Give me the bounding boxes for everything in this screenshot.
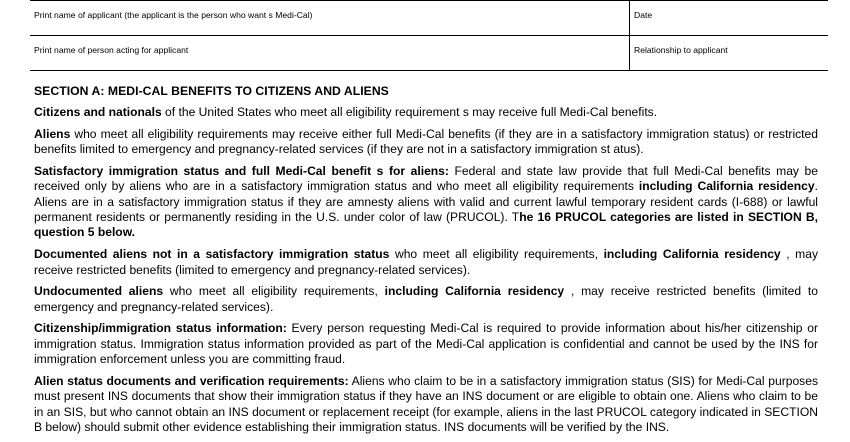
date-label: Date	[634, 10, 653, 20]
section-a	[34, 84, 818, 442]
paragraph-satisfactory-status	[34, 164, 818, 241]
acting-person-row	[30, 36, 828, 71]
paragraph-text: Aliens who claim to be in a satisfactory immigration status (SIS) for Medi-Cal purposes must present INS documents that show their immigration status if they have an INS document or are eligible to obtain one. Aliens who claim to be in an SIS, but who cannot obtain an INS document or replacement receipt (for example, aliens in the last PRUCOL category indicated in SECTION B below) should submit other evidence establishing their immigration status. INS documents will be verified by the INS.	[34, 373, 818, 435]
paragraph-emphasis: he 16 PRUCOL categories are listed in SECTION B, question 5 below.	[34, 210, 818, 240]
paragraph-heading: Satisfactory immigration status and full Medi-Cal benefit s for aliens:	[34, 163, 449, 178]
paragraph-citizens	[34, 105, 818, 120]
relationship-label: Relationship to applicant	[634, 45, 728, 55]
paragraph-verification	[34, 374, 818, 436]
paragraph-text: who meet all eligibility requirements may receive either full Medi-Cal benefits (if they are in a satisfactory immigration status) or restricted benefits limited to emergency and pregnancy-related services (if they are not in a satisfactory immigration st atus).	[34, 126, 818, 157]
applicant-name-row	[30, 0, 828, 36]
paragraph-text: Every person requesting Medi-Cal is required to provide information about his/her citizenship or immigration status. Immigration status information provided as part of the Medi-Cal application is confidential and cannot be used by the INS for immigration enforcement unless you are committing fraud.	[34, 321, 819, 367]
paragraph-text: of the United States who meet all eligibility requirement s may receive full Medi-Cal benefits.	[161, 105, 658, 119]
field-divider	[629, 1, 630, 35]
paragraph-heading: Alien status documents and verification requirements:	[34, 373, 349, 388]
paragraph-heading: Undocumented aliens	[34, 284, 164, 299]
paragraph-text: . Aliens are in a satisfactory immigration status if they are amnesty aliens with valid and current lawful temporary resident cards (I-688) or lawful permanent residents or permanently residing in the U.S. under color of law (PRUCOL). T	[34, 179, 818, 225]
paragraph-status-information	[34, 321, 818, 367]
section-a-title: SECTION A: MEDI-CAL BENEFITS TO CITIZENS AND ALIENS	[34, 84, 389, 98]
paragraph-heading: Citizenship/immigration status information:	[34, 321, 287, 336]
paragraph-heading: Documented aliens not in a satisfactory immigration status	[34, 247, 390, 262]
paragraph-heading: Citizens and nationals	[34, 105, 162, 119]
paragraph-emphasis: including California residency	[638, 179, 815, 194]
paragraph-documented-aliens	[34, 247, 818, 278]
paragraph-emphasis: including California residency	[384, 284, 565, 299]
paragraph-text: Federal and state law provide that full Medi-Cal benefits may be received only by aliens who are in a satisfactory immigration status and who meet all eligibility requirements	[34, 163, 818, 194]
signature-form-table	[30, 0, 828, 71]
paragraph-heading: Aliens	[34, 126, 71, 141]
paragraph-text: who meet all eligibility requirements,	[389, 247, 604, 262]
paragraph-emphasis: including California residency	[603, 247, 781, 262]
paragraph-undocumented-aliens	[34, 284, 818, 315]
acting-person-label: Print name of person acting for applicant	[34, 45, 189, 55]
field-divider	[629, 36, 630, 70]
applicant-name-label: Print name of applicant (the applicant is the person who want s Medi-Cal)	[34, 10, 313, 20]
paragraph-text: , may receive restricted benefits (limited to emergency and pregnancy-related services).	[34, 284, 818, 314]
paragraph-aliens	[34, 127, 818, 158]
paragraph-text: , may receive restricted benefits (limited to emergency and pregnancy-related services).	[34, 247, 818, 277]
paragraph-text: who meet all eligibility requirements,	[163, 284, 385, 299]
